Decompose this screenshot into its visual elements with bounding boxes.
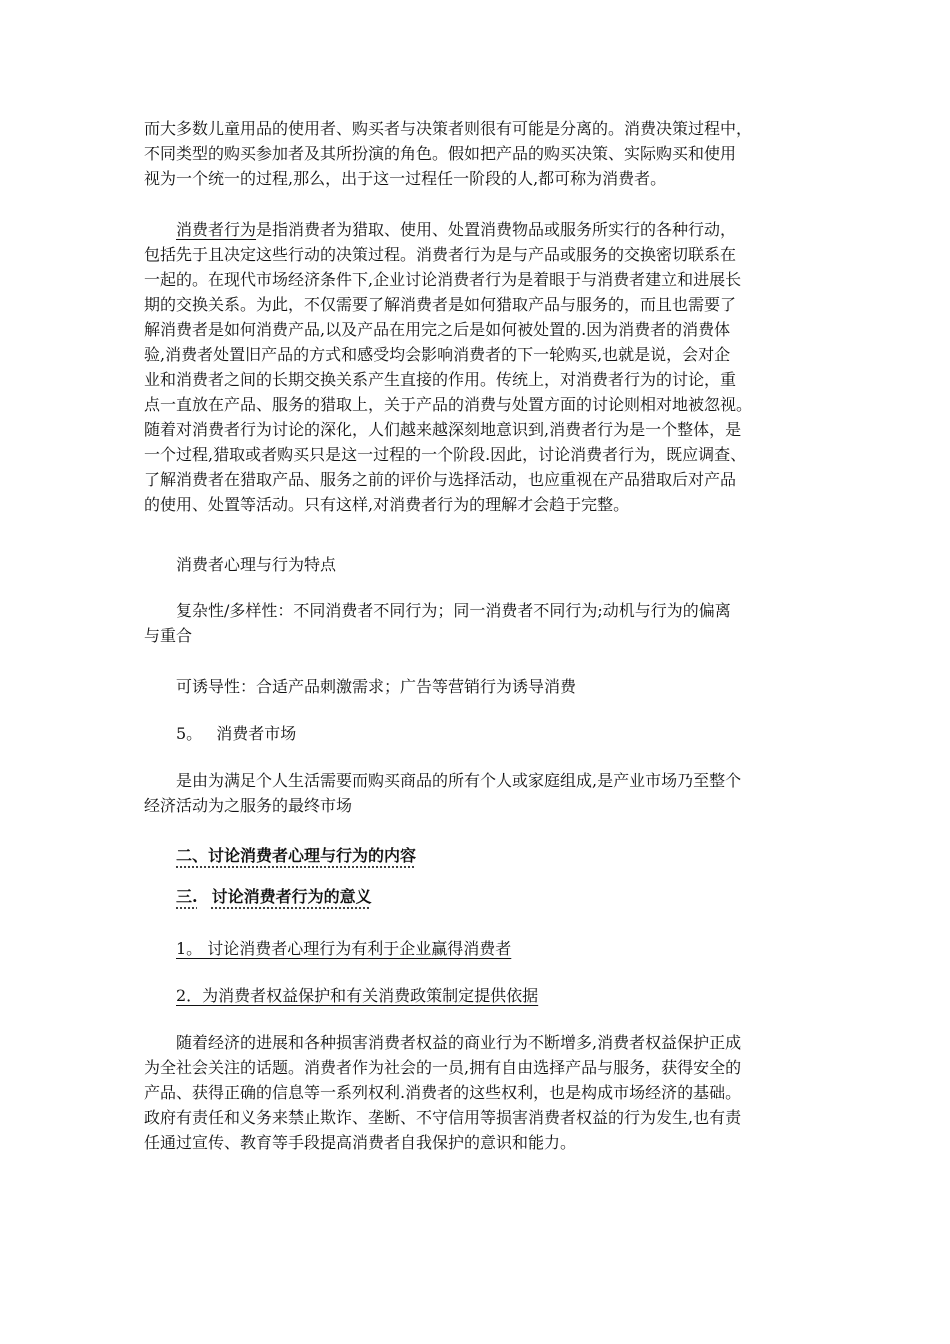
text-line: 解消费者是如何消费产品,以及产品在用完之后是如何被处置的.因为消费者的消费体 <box>144 320 731 339</box>
text-line: 期的交换关系。为此，不仅需要了解消费者是如何猎取产品与服务的，而且也需要了 <box>144 295 737 314</box>
section-heading-2 <box>144 843 804 868</box>
text-line: 了解消费者在猎取产品、服务之前的评价与选择活动，也应重视在产品猎取后对产品 <box>144 470 737 489</box>
text-line: 点一直放在产品、服务的猎取上，关于产品的消费与处置方面的讨论则相对地被忽视。 <box>144 395 753 414</box>
heading-features <box>144 552 804 577</box>
heading-consumer-market <box>144 721 804 746</box>
section-number: 三. <box>176 887 198 906</box>
text-line: 包括先于且决定这些行动的决策过程。消费者行为是与产品或服务的交换密切联系在 <box>144 245 737 264</box>
point-2 <box>144 983 804 1008</box>
point-1-text: 1。 讨论消费者心理行为有利于企业赢得消费者 <box>176 939 512 958</box>
text-line: 可诱导性：合适产品刺激需求；广告等营销行为诱导消费 <box>176 677 577 696</box>
text-line: 为全社会关注的话题。消费者作为社会的一员,拥有自由选择产品与服务，获得安全的 <box>144 1058 742 1077</box>
text-line: 不同类型的购买参加者及其所扮演的角色。假如把产品的购买决策、实际购买和使用 <box>144 144 737 163</box>
text-line: 视为一个统一的过程,那么，出于这一过程任一阶段的人,都可称为消费者。 <box>144 169 667 188</box>
text-line: 是由为满足个人生活需要而购买商品的所有个人或家庭组成,是产业市场乃至整个 <box>176 771 742 790</box>
text-line: 验,消费者处置旧产品的方式和感受均会影响消费者的下一轮购买,也就是说，会对企 <box>144 345 731 364</box>
text-line: 的使用、处置等活动。只有这样,对消费者行为的理解才会趋于完整。 <box>144 495 630 514</box>
item-title: 消费者市场 <box>216 724 297 743</box>
paragraph-complexity <box>144 598 804 648</box>
paragraph-inducibility <box>144 674 804 699</box>
point-1 <box>144 936 804 961</box>
text-line: 随着对消费者行为讨论的深化，人们越来越深刻地意识到,消费者行为是一个整体，是 <box>144 420 742 439</box>
text-line: 一个过程,猎取或者购买只是这一过程的一个阶段.因此，讨论消费者行为，既应调查、 <box>144 445 747 464</box>
section-heading-2-text: 二、讨论消费者心理与行为的内容 <box>176 846 417 865</box>
paragraph-users-buyers <box>144 116 804 191</box>
text-line: 产品、获得正确的信息等一系列权利.消费者的这些权利，也是构成市场经济的基础。 <box>144 1083 742 1102</box>
text-line-rest: 是指消费者为猎取、使用、处置消费物品或服务所实行的各种行动， <box>256 220 737 239</box>
text-line: 与重合 <box>144 626 193 645</box>
text-line: 随着经济的进展和各种损害消费者权益的商业行为不断增多,消费者权益保护正成 <box>176 1033 742 1052</box>
text-line: 而大多数儿童用品的使用者、购买者与决策者则很有可能是分离的。消费决策过程中， <box>144 119 753 138</box>
text-line: 任通过宣传、教育等手段提高消费者自我保护的意识和能力。 <box>144 1133 577 1152</box>
text-line: 政府有责任和义务来禁止欺诈、垄断、不守信用等损害消费者权益的行为发生,也有责 <box>144 1108 742 1127</box>
section-heading-3 <box>144 884 804 909</box>
text-line: 一起的。在现代市场经济条件下,企业讨论消费者行为是着眼于与消费者建立和进展长 <box>144 270 742 289</box>
text-line: 业和消费者之间的长期交换关系产生直接的作用。传统上，对消费者行为的讨论，重 <box>144 370 737 389</box>
paragraph-market-definition <box>144 768 804 818</box>
text-line: 经济活动为之服务的最终市场 <box>144 796 353 815</box>
heading-features-text: 消费者心理与行为特点 <box>176 555 337 574</box>
consumer-behavior-term: 消费者行为 <box>176 220 257 239</box>
text-line: 复杂性/多样性：不同消费者不同行为；同一消费者不同行为;动机与行为的偏离 <box>176 601 731 620</box>
point-2-text: 2．为消费者权益保护和有关消费政策制定提供依据 <box>176 986 539 1005</box>
paragraph-consumer-rights <box>144 1030 804 1155</box>
section-title: 讨论消费者行为的意义 <box>211 887 372 906</box>
text-line <box>144 217 804 242</box>
paragraph-consumer-behavior <box>144 217 804 517</box>
text-line <box>176 884 372 909</box>
text-line <box>144 721 804 746</box>
item-number: 5。 <box>176 724 203 743</box>
